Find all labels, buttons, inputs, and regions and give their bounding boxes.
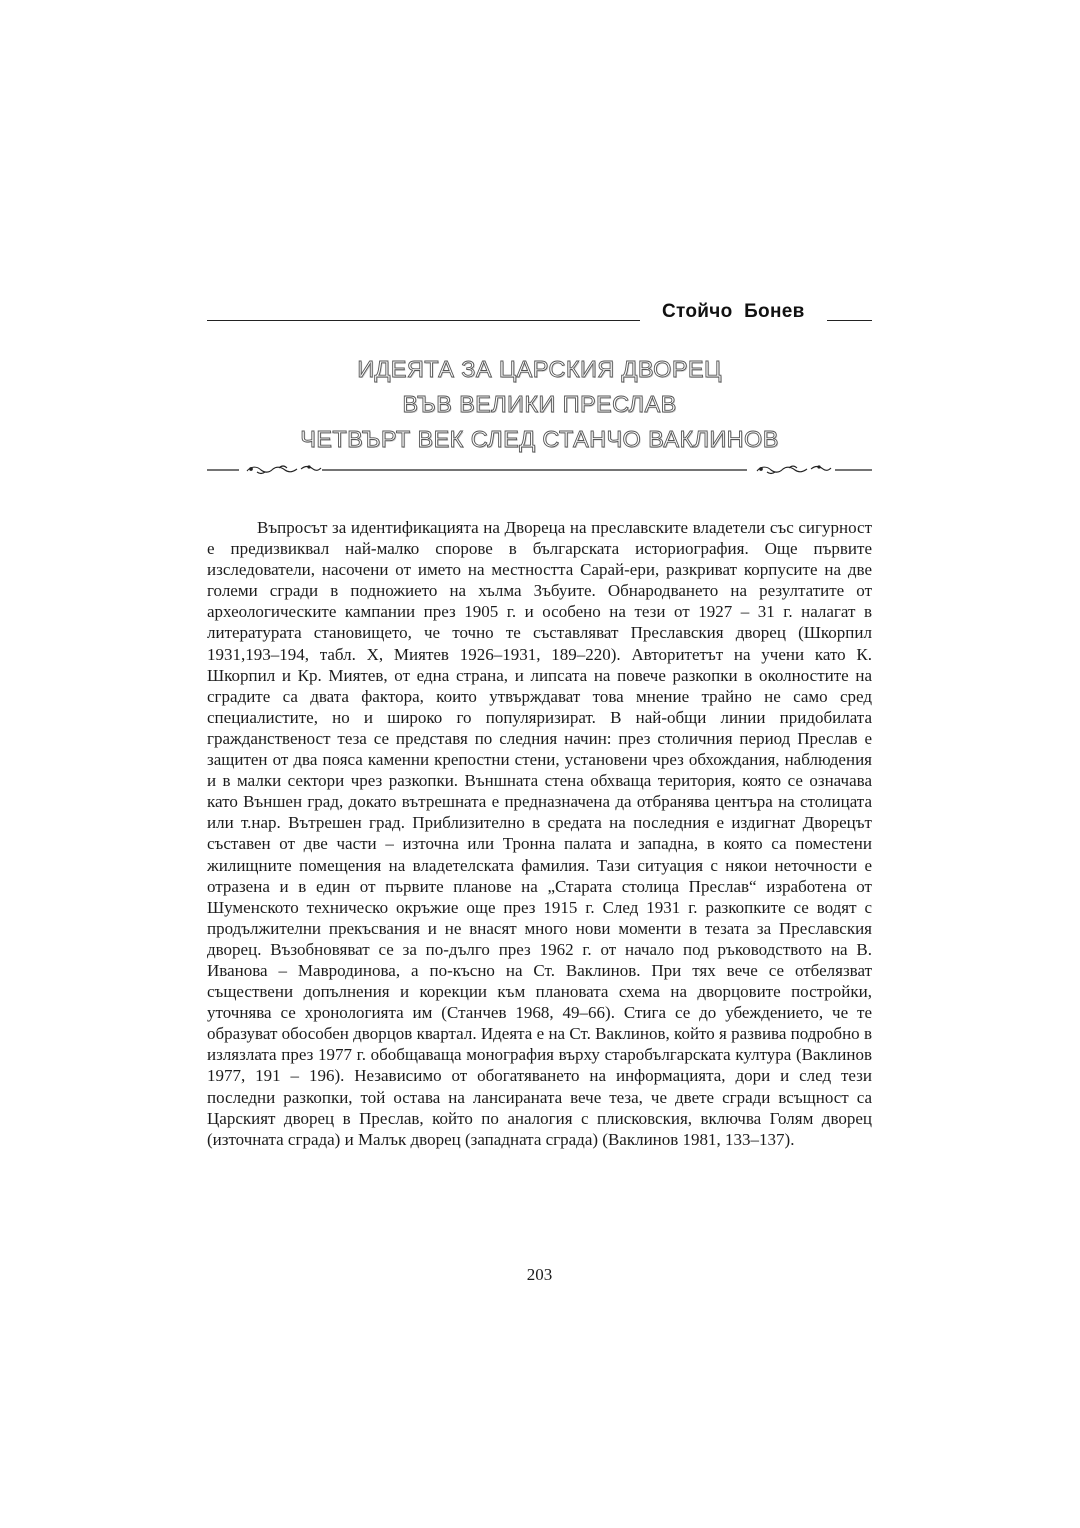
article-title: [207, 352, 872, 457]
title-line-2: ВЪВ ВЕЛИКИ ПРЕСЛАВ: [402, 391, 677, 417]
ornament-flourish-left: [247, 466, 321, 474]
title-line-3: ЧЕТВЪРТ ВЕК СЛЕД СТАНЧО ВАКЛИНОВ: [300, 426, 779, 452]
running-header: [207, 300, 872, 330]
title-line-1: ИДЕЯТА ЗА ЦАРСКИЯ ДВОРЕЦ: [357, 356, 722, 382]
title-ornament-divider: [207, 460, 872, 480]
author-name: Стойчо Бонев: [662, 301, 805, 322]
ornament-flourish-right: [757, 466, 831, 474]
header-rule-left: [207, 320, 640, 321]
body-paragraph-text: Въпросът за идентификацията на Двореца на преславските владетели със сигурност е предизвиквал най-малко спорове в българската историография. Още първите изследователи, насочени от името на местността Сарай-ери, разкриват корпусите на две големи сгради в подножието на хълма Зъбуите. Обнародването на резултатите от археологическите кампании през 1905 г. и особено на тези от 1927 – 31 г. налагат в литературата становището, че точно те съставляват Преславския дворец (Шкорпил 1931,193–194, табл. X, Миятев 1926–1931, 189–220). Авторитетът на учени като К. Шкорпил и Кр. Миятев, от една страна, и липсата на повече разкопки в околностите на сградите са двата фактора, които утвърждават това мнение трайно не само сред специалистите, но и широко го популяризират. В най-общи линии придобилата гражданственост теза се представя по следния начин: през столичния период Преслав е защитен от два пояса каменни крепостни стени, установени чрез обхождания, наблюдения и в малки сектори чрез разкопки. Външната стена обхваща територия, която се означава като Външен град, докато вътрешната е предназначена да отбранява центъра на столицата или т.нар. Вътрешен град. Приблизително в средата на последния е издигнат Дворецът съставен от две части – източна или Тронна палата и западна, в която са поместени жилищните помещения на владетелската фамилия. Тази ситуация с някои неточности е отразена и в един от първите планове на „Старата столица Преслав“ изработена от Шуменското техническо окръжие още през 1915 г. След 1931 г. разкопките се водят с продължителни прекъсвания и не внасят много нови моменти в тезата за Преславския дворец. Възобновяват се за по-дълго през 1962 г. от начало под ръководството на В. Иванова – Мавродинова, а по-късно на Ст. Ваклинов. При тях вече се отбелязват съществени допълнения и корекции към плановата схема на дворцовите постройки, уточнява се хронологията им (Станчев 1968, 49–66). Стига се до убеждението, че те образуват обособен дворцов квартал. Идеята е на Ст. Ваклинов, който я развива подробно в излязлата през 1977 г. обобщаваща монография върху старобългарската култура (Ваклинов 1977, 191 – 196). Независимо от обогатяването на информацията, дори и след тези последни разкопки, той остава на лансираната вече теза, че двете сгради всъщност са Царският дворец в Преслав, който по аналогия с плисковския, включва Голям дворец (източната сграда) и Малък дворец (западната сграда) (Ваклинов 1981, 133–137).: [207, 518, 872, 1149]
body-paragraph: [207, 517, 872, 1150]
header-rule-right: [827, 320, 872, 321]
page-number: 203: [526, 1265, 553, 1284]
